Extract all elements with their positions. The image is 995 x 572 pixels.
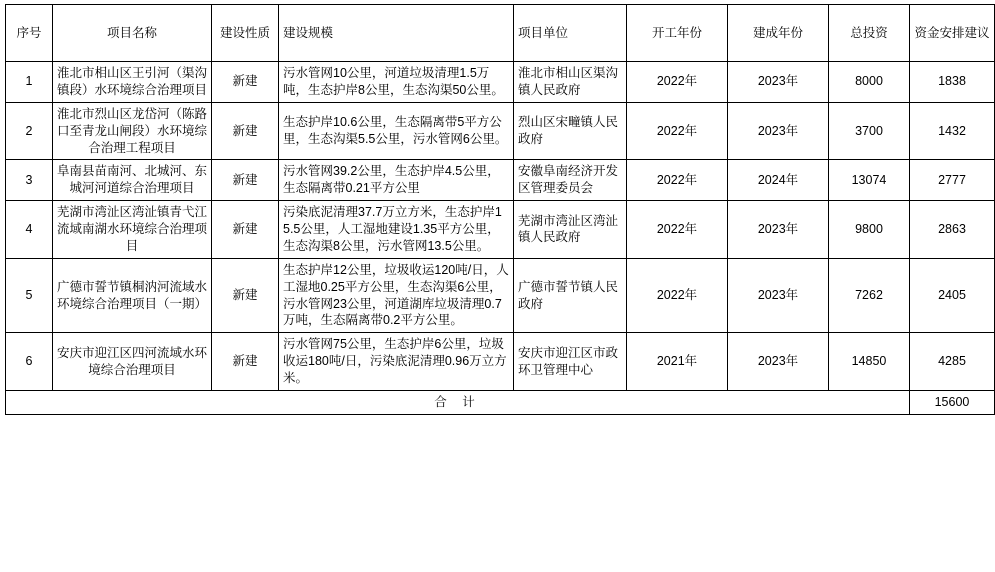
cell-type: 新建 <box>212 258 279 333</box>
column-header-seq: 序号 <box>6 5 53 62</box>
cell-seq: 3 <box>6 160 53 201</box>
total-label: 合 计 <box>6 390 910 414</box>
cell-scale: 生态护岸10.6公里，生态隔离带5平方公里，生态沟渠5.5公里，污水管网6公里。 <box>279 102 514 160</box>
table-row <box>6 258 995 333</box>
cell-scale: 污水管网10公里，河道垃圾清理1.5万吨，生态护岸8公里，生态沟渠50公里。 <box>279 62 514 103</box>
cell-fund-proposal: 2405 <box>910 258 995 333</box>
cell-name: 安庆市迎江区四河流域水环境综合治理项目 <box>53 333 212 391</box>
cell-total-investment: 13074 <box>829 160 910 201</box>
table-row <box>6 201 995 259</box>
cell-unit: 芜湖市湾沚区湾沚镇人民政府 <box>514 201 627 259</box>
cell-fund-proposal: 2863 <box>910 201 995 259</box>
cell-end-year: 2023年 <box>728 201 829 259</box>
cell-start-year: 2021年 <box>627 333 728 391</box>
cell-start-year: 2022年 <box>627 160 728 201</box>
table-total-row <box>6 390 995 414</box>
column-header-start-year: 开工年份 <box>627 5 728 62</box>
cell-scale: 污染底泥清理37.7万立方米，生态护岸15.5公里，人工湿地建设1.35平方公里，生态沟渠8公里，污水管网13.5公里。 <box>279 201 514 259</box>
cell-name: 广德市誓节镇桐汭河流域水环境综合治理项目（一期） <box>53 258 212 333</box>
column-header-type: 建设性质 <box>212 5 279 62</box>
cell-total-investment: 8000 <box>829 62 910 103</box>
column-header-total-investment: 总投资 <box>829 5 910 62</box>
table-row <box>6 333 995 391</box>
cell-name: 阜南县苗南河、北城河、东城河河道综合治理项目 <box>53 160 212 201</box>
column-header-end-year: 建成年份 <box>728 5 829 62</box>
cell-start-year: 2022年 <box>627 62 728 103</box>
column-header-fund-proposal: 资金安排建议 <box>910 5 995 62</box>
cell-type: 新建 <box>212 201 279 259</box>
table-row <box>6 160 995 201</box>
cell-seq: 2 <box>6 102 53 160</box>
cell-start-year: 2022年 <box>627 102 728 160</box>
cell-end-year: 2023年 <box>728 102 829 160</box>
cell-scale: 污水管网39.2公里，生态护岸4.5公里，生态隔离带0.21平方公里 <box>279 160 514 201</box>
cell-end-year: 2024年 <box>728 160 829 201</box>
cell-total-investment: 14850 <box>829 333 910 391</box>
table-row <box>6 102 995 160</box>
column-header-unit: 项目单位 <box>514 5 627 62</box>
cell-fund-proposal: 1838 <box>910 62 995 103</box>
table-header-row <box>6 5 995 62</box>
cell-scale: 生态护岸12公里，垃圾收运120吨/日，人工湿地0.25平方公里，生态沟渠6公里，污水管网23公里，河道湖库垃圾清理0.7万吨，生态隔离带0.2平方公里。 <box>279 258 514 333</box>
cell-fund-proposal: 2777 <box>910 160 995 201</box>
cell-type: 新建 <box>212 102 279 160</box>
cell-total-investment: 9800 <box>829 201 910 259</box>
cell-unit: 淮北市相山区渠沟镇人民政府 <box>514 62 627 103</box>
table-row <box>6 62 995 103</box>
cell-name: 淮北市烈山区龙岱河（陈路口至青龙山闸段）水环境综合治理工程项目 <box>53 102 212 160</box>
cell-type: 新建 <box>212 333 279 391</box>
cell-scale: 污水管网75公里，生态护岸6公里，垃圾收运180吨/日，污染底泥清理0.96万立方米。 <box>279 333 514 391</box>
cell-seq: 6 <box>6 333 53 391</box>
cell-start-year: 2022年 <box>627 201 728 259</box>
project-table <box>5 4 995 415</box>
cell-unit: 烈山区宋疃镇人民政府 <box>514 102 627 160</box>
cell-type: 新建 <box>212 62 279 103</box>
cell-seq: 1 <box>6 62 53 103</box>
cell-start-year: 2022年 <box>627 258 728 333</box>
cell-name: 淮北市相山区王引河（渠沟镇段）水环境综合治理项目 <box>53 62 212 103</box>
cell-fund-proposal: 4285 <box>910 333 995 391</box>
table-header <box>6 5 995 62</box>
cell-total-investment: 7262 <box>829 258 910 333</box>
column-header-scale: 建设规模 <box>279 5 514 62</box>
cell-type: 新建 <box>212 160 279 201</box>
cell-fund-proposal: 1432 <box>910 102 995 160</box>
total-fund-proposal: 15600 <box>910 390 995 414</box>
table-body <box>6 62 995 415</box>
cell-name: 芜湖市湾沚区湾沚镇青弋江流域南湖水环境综合治理项目 <box>53 201 212 259</box>
cell-total-investment: 3700 <box>829 102 910 160</box>
cell-end-year: 2023年 <box>728 62 829 103</box>
cell-unit: 广德市誓节镇人民政府 <box>514 258 627 333</box>
cell-seq: 5 <box>6 258 53 333</box>
cell-unit: 安庆市迎江区市政环卫管理中心 <box>514 333 627 391</box>
column-header-name: 项目名称 <box>53 5 212 62</box>
cell-seq: 4 <box>6 201 53 259</box>
cell-end-year: 2023年 <box>728 333 829 391</box>
cell-end-year: 2023年 <box>728 258 829 333</box>
cell-unit: 安徽阜南经济开发区管理委员会 <box>514 160 627 201</box>
